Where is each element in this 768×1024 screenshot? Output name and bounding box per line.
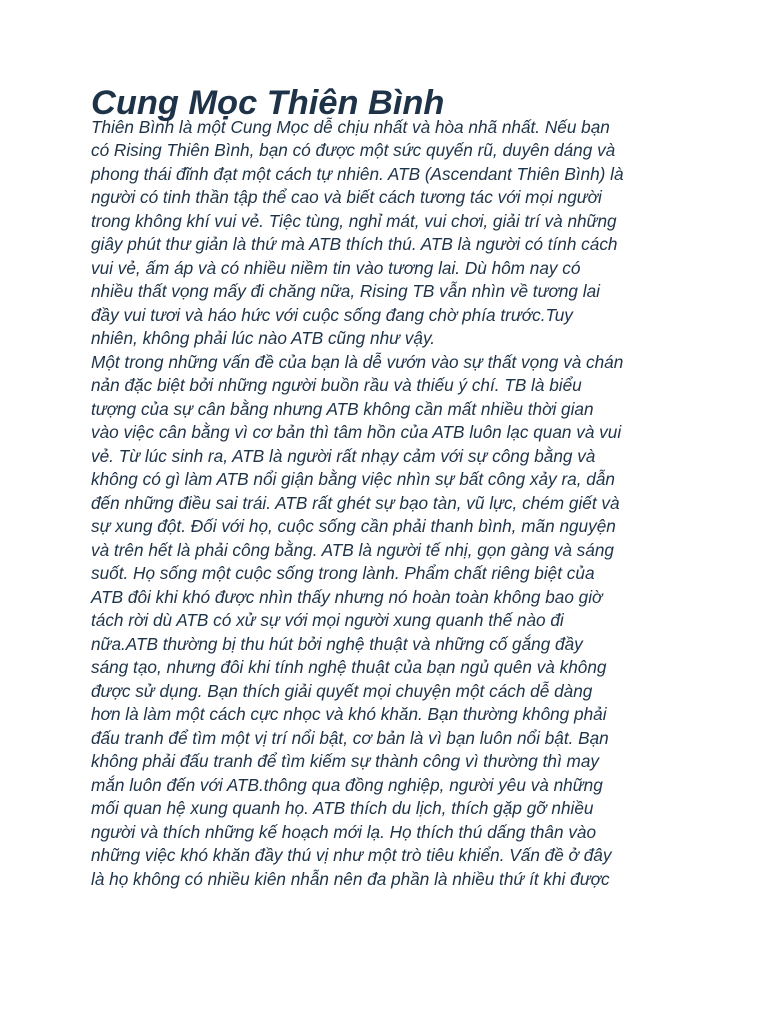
text-line: người và thích những kế hoạch mới lạ. Họ thích thú dấng thân vào <box>91 821 597 842</box>
text-line: tách rời dù ATB có xử sự với mọi người xung quanh thế nào đi <box>91 610 564 630</box>
text-line: không phải đấu tranh để tìm kiếm sự thành công vì thường thì may <box>91 751 599 771</box>
text-line: vào việc cân bằng vì cơ bản thì tâm hồn của ATB luôn lạc quan và vui <box>91 422 622 442</box>
document-body <box>91 116 691 892</box>
text-line: có Rising Thiên Bình, bạn có được một sức quyến rũ, duyên dáng và <box>91 140 616 160</box>
text-line: nữa.ATB thường bị thu hút bởi nghệ thuật và những cố gắng đầy <box>91 633 583 654</box>
text-line: tượng của sự cân bằng nhưng ATB không cần mất nhiều thời gian <box>91 398 594 419</box>
text-line: giây phút thư giản là thứ mà ATB thích thú. ATB là người có tính cách <box>91 234 618 254</box>
text-line: người có tinh thần tập thể cao và biết cách tương tác với mọi người <box>91 187 602 207</box>
body-paragraph <box>91 351 691 892</box>
text-line: không có gì làm ATB nổi giận bằng việc nhìn sự bất công xảy ra, dẫn <box>91 469 615 489</box>
text-line: nản đặc biệt bởi những người buồn rầu và thiếu ý chí. TB là biểu <box>91 375 582 395</box>
text-line: ATB đôi khi khó được nhìn thấy nhưng nó hoàn toàn không bao giờ <box>91 586 603 607</box>
text-line: vui vẻ, ấm áp và có nhiều niềm tin vào tương lai. Dù hôm nay có <box>91 257 581 278</box>
text-line: đến những điều sai trái. ATB rất ghét sự bạo tàn, vũ lực, chém giết và <box>91 492 620 513</box>
text-line: nhiều thất vọng mấy đi chăng nữa, Rising TB vẫn nhìn về tương lai <box>91 281 600 301</box>
text-line: vẻ. Từ lúc sinh ra, ATB là người rất nhạy cảm với sự công bằng và <box>91 445 596 466</box>
text-line: sự xung đột. Đối với họ, cuộc sống cần phải thanh bình, mãn nguyện <box>91 516 616 536</box>
text-line: Một trong những vấn đề của bạn là dễ vướn vào sự thất vọng và chán <box>91 351 624 372</box>
text-line: phong thái đĩnh đạt một cách tự nhiên. ATB (Ascendant Thiên Bình) là <box>91 163 624 184</box>
text-line: sáng tạo, nhưng đôi khi tính nghệ thuật của bạn ngủ quên và không <box>91 657 607 677</box>
text-line: đấu tranh để tìm một vị trí nổi bật, cơ bản là vì bạn luôn nổi bật. Bạn <box>91 727 609 748</box>
text-line: mắn luôn đến với ATB.thông qua đồng nghiệp, người yêu và những <box>91 774 603 795</box>
text-line: và trên hết là phải công bằng. ATB là người tế nhị, gọn gàng và sáng <box>91 539 614 560</box>
text-line: đầy vui tươi và háo hức với cuộc sống đang chờ phía trước.Tuy <box>91 304 573 325</box>
text-line: là họ không có nhiều kiên nhẫn nên đa phần là nhiều thứ ít khi được <box>91 868 610 889</box>
text-line: hơn là làm một cách cực nhọc và khó khăn. Bạn thường không phải <box>91 704 607 724</box>
text-line: mối quan hệ xung quanh họ. ATB thích du lịch, thích gặp gỡ nhiều <box>91 798 594 818</box>
body-paragraph <box>91 116 691 351</box>
document-page <box>91 84 691 891</box>
text-line: được sử dụng. Bạn thích giải quyết mọi chuyện một cách dễ dàng <box>91 680 593 701</box>
text-line: nhiên, không phải lúc nào ATB cũng như vậy. <box>91 328 436 348</box>
text-line: Thiên Bình là một Cung Mọc dễ chịu nhất và hòa nhã nhất. Nếu bạn <box>91 116 610 137</box>
document-title: Cung Mọc Thiên Bình <box>91 84 445 122</box>
text-line: những việc khó khăn đầy thú vị như một trò tiêu khiển. Vấn đề ở đây <box>91 845 612 865</box>
text-line: suốt. Họ sống một cuộc sống trong lành. Phẩm chất riêng biệt của <box>91 563 595 583</box>
text-line: trong không khí vui vẻ. Tiệc tùng, nghỉ mát, vui chơi, giải trí và những <box>91 210 617 231</box>
